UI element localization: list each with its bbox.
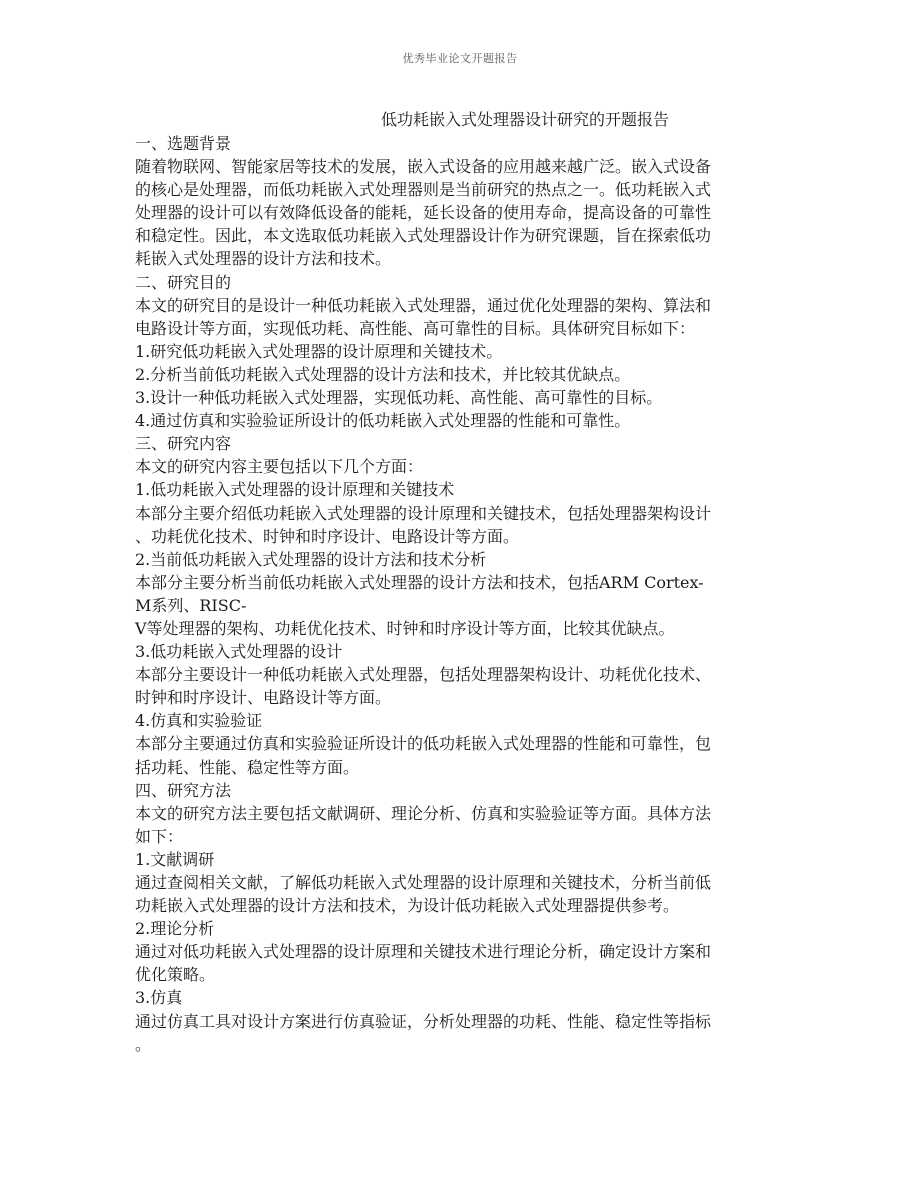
body-line: 、功耗优化技术、时钟和时序设计、电路设计等方面。 [135,526,520,546]
body-line: 2.理论分析 [135,919,215,939]
body-line: 通过仿真工具对设计方案进行仿真验证，分析处理器的功耗、性能、稳定性等指标 [135,1011,712,1031]
body-line: 四、研究方法 [135,780,232,800]
body-line: 本文的研究内容主要包括以下几个方面： [135,457,424,477]
document-body [135,132,787,1056]
body-line: 处理器的设计可以有效降低设备的能耗，延长设备的使用寿命，提高设备的可靠性 [135,203,712,223]
body-line: 3.低功耗嵌入式处理器的设计 [135,642,343,662]
body-line: 功耗嵌入式处理器的设计方法和技术，为设计低功耗嵌入式处理器提供参考。 [135,896,680,916]
body-line: 三、研究内容 [135,434,232,454]
body-line: 4.通过仿真和实验验证所设计的低功耗嵌入式处理器的性能和可靠性。 [135,411,631,431]
body-line: 括功耗、性能、稳定性等方面。 [135,757,360,777]
body-line: 本文的研究目的是设计一种低功耗嵌入式处理器，通过优化处理器的架构、算法和 [135,295,712,315]
body-line: 3.仿真 [135,988,183,1008]
body-line: 二、研究目的 [135,272,232,292]
body-line: 1.研究低功耗嵌入式处理器的设计原理和关键技术。 [135,341,503,361]
body-line: 如下： [135,826,184,846]
body-line: 优化策略。 [135,965,216,985]
body-line: 时钟和时序设计、电路设计等方面。 [135,688,392,708]
document-title: 低功耗嵌入式处理器设计研究的开题报告 [380,110,669,129]
body-line: 一、选题背景 [135,134,232,153]
body-line: 本部分主要设计一种低功耗嵌入式处理器，包括处理器架构设计、功耗优化技术、 [135,665,712,685]
body-line: 和稳定性。因此，本文选取低功耗嵌入式处理器设计作为研究课题，旨在探索低功 [135,226,712,246]
body-line: 通过对低功耗嵌入式处理器的设计原理和关键技术进行理论分析，确定设计方案和 [135,942,712,962]
body-line: 1.低功耗嵌入式处理器的设计原理和关键技术 [135,480,455,500]
body-line: 耗嵌入式处理器的设计方法和技术。 [135,249,392,269]
body-line: 2.分析当前低功耗嵌入式处理器的设计方法和技术，并比较其优缺点。 [135,364,631,384]
body-line: 本文的研究方法主要包括文献调研、理论分析、仿真和实验验证等方面。具体方法 [135,803,712,823]
body-line: 2.当前低功耗嵌入式处理器的设计方法和技术分析 [135,549,487,569]
body-line: M系列、RISC- [135,595,247,615]
body-line: 本部分主要介绍低功耗嵌入式处理器的设计原理和关键技术，包括处理器架构设计 [135,503,712,523]
body-line: V等处理器的架构、功耗优化技术、时钟和时序设计等方面，比较其优缺点。 [135,618,675,638]
body-line: 电路设计等方面，实现低功耗、高性能、高可靠性的目标。具体研究目标如下： [135,318,696,338]
body-line: 。 [135,1034,152,1054]
body-line: 4.仿真和实验验证 [135,711,263,731]
body-line: 通过查阅相关文献，了解低功耗嵌入式处理器的设计原理和关键技术，分析当前低 [135,873,712,892]
body-line: 本部分主要通过仿真和实验验证所设计的低功耗嵌入式处理器的性能和可靠性，包 [135,734,712,754]
page-header: 优秀毕业论文开题报告 [402,52,518,65]
body-line: 的核心是处理器，而低功耗嵌入式处理器则是当前研究的热点之一。低功耗嵌入式 [135,180,712,200]
body-line: 随着物联网、智能家居等技术的发展，嵌入式设备的应用越来越广泛。嵌入式设备 [135,157,712,177]
body-line: 1.文献调研 [135,849,215,869]
body-line: 本部分主要分析当前低功耗嵌入式处理器的设计方法和技术，包括ARM Cortex- [135,572,704,592]
body-line: 3.设计一种低功耗嵌入式处理器，实现低功耗、高性能、高可靠性的目标。 [135,388,663,408]
